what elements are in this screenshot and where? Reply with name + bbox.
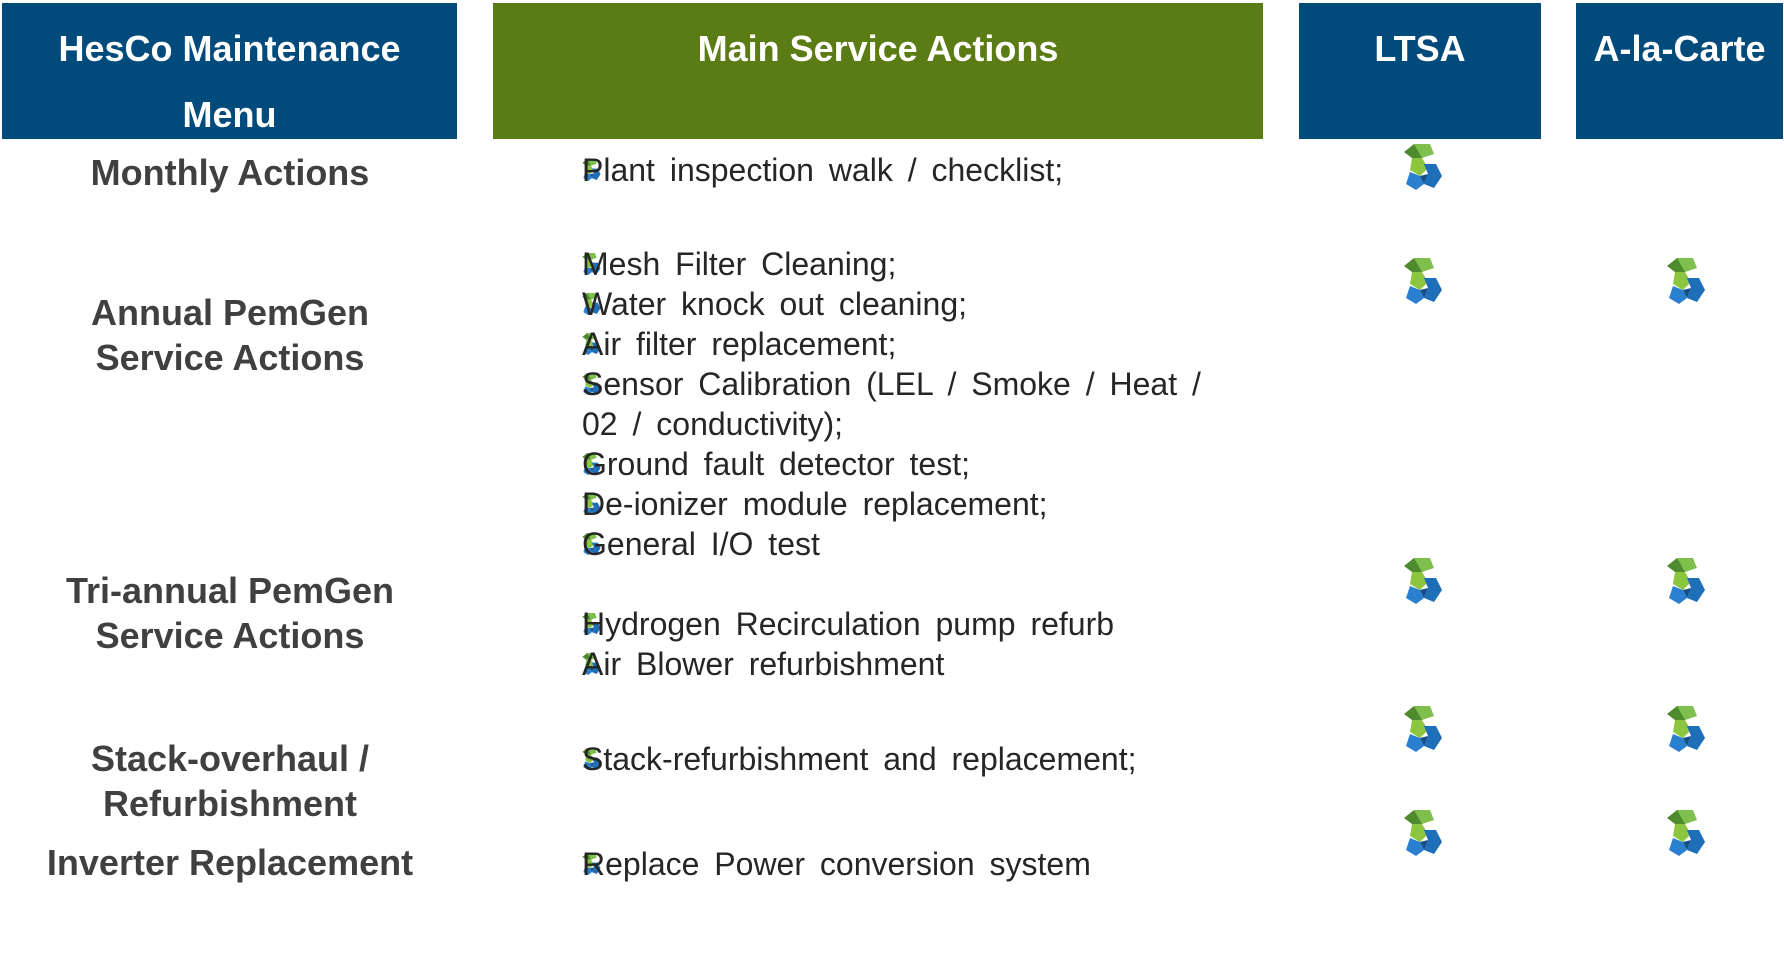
list-item: De-ionizer module replacement; [582,486,1048,522]
header-menu-line2: Menu [182,94,277,135]
list-item: Ground fault detector test; [582,446,970,482]
list-item: Stack-refurbishment and replacement; [582,741,1137,777]
category-label: Service Actions [95,337,365,378]
alacarte-check-annual-icon [1665,258,1705,304]
category-label: Annual PemGen [90,292,370,333]
list-item: General I/O test [582,526,820,562]
ltsa-check-triannual-icon [1402,558,1442,604]
header-ltsa [1299,3,1541,139]
list-item: Hydrogen Recirculation pump refurb [582,606,1115,642]
category-inverter [0,840,460,885]
header-a-la-carte [1576,3,1783,139]
list-item: Air Blower refurbishment [582,646,945,682]
ltsa-check-annual-icon [1402,258,1442,304]
ltsa-check-monthly-icon [1402,144,1442,190]
alacarte-check-stack-icon [1665,706,1705,752]
category-label: Service Actions [95,615,365,656]
list-item: Replace Power conversion system [582,846,1091,882]
list-item-continuation: 02 / conductivity); [582,406,843,442]
list-item: Air filter replacement; [582,326,897,362]
header-main-label: Main Service Actions [697,28,1059,69]
category-stack [0,736,460,826]
header-alacarte-label: A-la-Carte [1593,28,1766,69]
header-menu-line1: HesCo Maintenance [58,28,401,69]
list-item: Mesh Filter Cleaning; [582,246,897,282]
category-label: Tri-annual PemGen [65,570,395,611]
list-item: Water knock out cleaning; [582,286,967,322]
list-item: Sensor Calibration (LEL / Smoke / Heat / [582,366,1201,402]
list-item: Plant inspection walk / checklist; [582,152,1064,188]
category-monthly [0,150,460,195]
ltsa-check-inverter-icon [1402,810,1442,856]
header-main-service-actions [493,3,1263,139]
ltsa-check-stack-icon [1402,706,1442,752]
header-maintenance-menu [2,3,457,139]
category-label: Monthly Actions [90,152,370,193]
category-annual [0,290,460,380]
category-label: Refurbishment [102,783,358,824]
alacarte-check-inverter-icon [1665,810,1705,856]
category-label: Inverter Replacement [46,842,414,883]
category-label: Stack-overhaul / [90,738,370,779]
alacarte-check-triannual-icon [1665,558,1705,604]
category-triannual [0,568,460,658]
header-ltsa-label: LTSA [1374,28,1466,69]
